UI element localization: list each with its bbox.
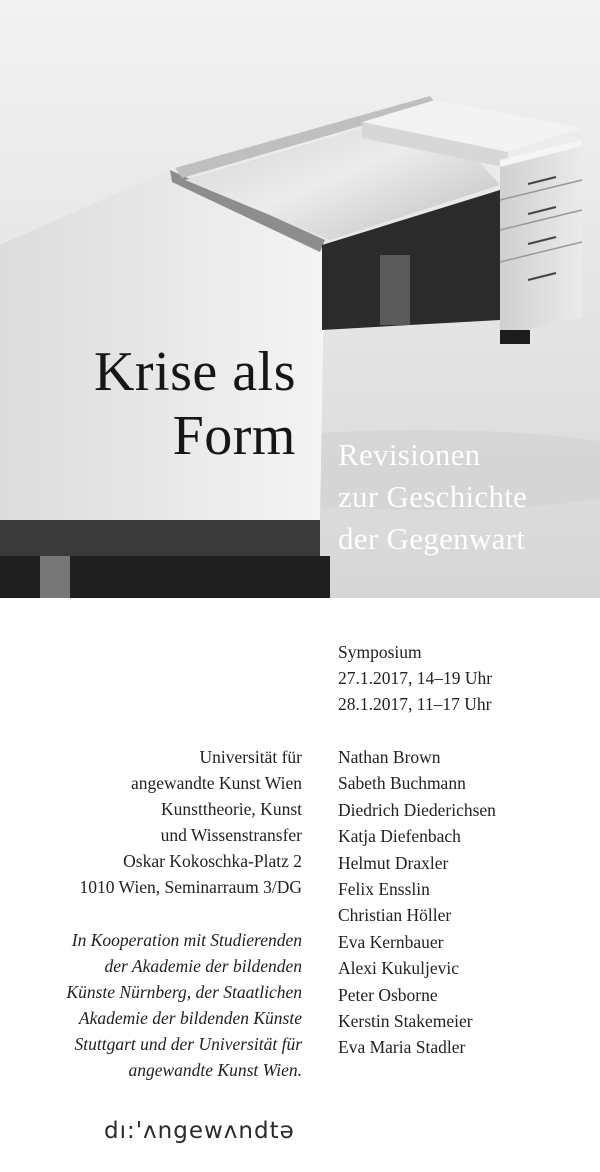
address-line: Oskar Kokoschka-Platz 2: [123, 851, 302, 871]
cooperation-line: angewandte Kunst Wien.: [128, 1060, 302, 1080]
speaker-name: Kerstin Stakemeier: [338, 1011, 473, 1032]
speaker-name: Nathan Brown: [338, 747, 441, 767]
cooperation-line: In Kooperation mit Studierenden: [71, 930, 302, 950]
symposium-info: [338, 639, 492, 717]
title-line-2: Form: [172, 405, 296, 467]
venue-address: [79, 744, 302, 900]
angewandte-logo: dı:'ʌngewʌndtə: [104, 1118, 295, 1144]
speaker-name: Diedrich Diederichsen: [338, 799, 496, 820]
cooperation-line: Akademie der bildenden Künste: [78, 1008, 302, 1028]
subtitle-line-3: der Gegenwart: [338, 521, 526, 556]
speaker-name: Felix Ensslin: [338, 879, 430, 900]
cooperation-line: der Akademie der bildenden: [104, 956, 302, 976]
symposium-label: Symposium: [338, 642, 422, 662]
main-title: [94, 340, 296, 468]
symposium-date-1: 27.1.2017, 14–19 Uhr: [338, 668, 493, 688]
cooperation-line: Künste Nürnberg, der Staatlichen: [66, 982, 302, 1002]
speaker-name: Eva Kernbauer: [338, 931, 444, 952]
cooperation-note: [66, 927, 302, 1083]
speaker-name: Peter Osborne: [338, 984, 438, 1005]
subtitle: [338, 434, 527, 560]
address-line: angewandte Kunst Wien: [130, 773, 302, 793]
speaker-list: [338, 744, 496, 1061]
address-line: Universität für: [199, 747, 302, 767]
subtitle-line-1: Revisionen: [338, 437, 481, 472]
speaker-name: Eva Maria Stadler: [338, 1037, 466, 1058]
speaker-name: Katja Diefenbach: [338, 826, 461, 847]
symposium-date-2: 28.1.2017, 11–17 Uhr: [338, 694, 492, 714]
title-line-1: Krise als: [93, 341, 296, 403]
address-line: Kunsttheorie, Kunst: [161, 799, 302, 819]
speaker-name: Helmut Draxler: [338, 852, 449, 873]
address-line: 1010 Wien, Seminarraum 3/DG: [79, 877, 302, 897]
speaker-name: Alexi Kukuljevic: [338, 958, 460, 979]
subtitle-line-2: zur Geschichte: [338, 479, 528, 514]
speaker-name: Sabeth Buchmann: [338, 773, 466, 794]
speaker-name: Christian Höller: [338, 905, 452, 926]
cooperation-line: Stuttgart und der Universität für: [74, 1034, 302, 1054]
address-line: und Wissenstransfer: [160, 825, 302, 845]
